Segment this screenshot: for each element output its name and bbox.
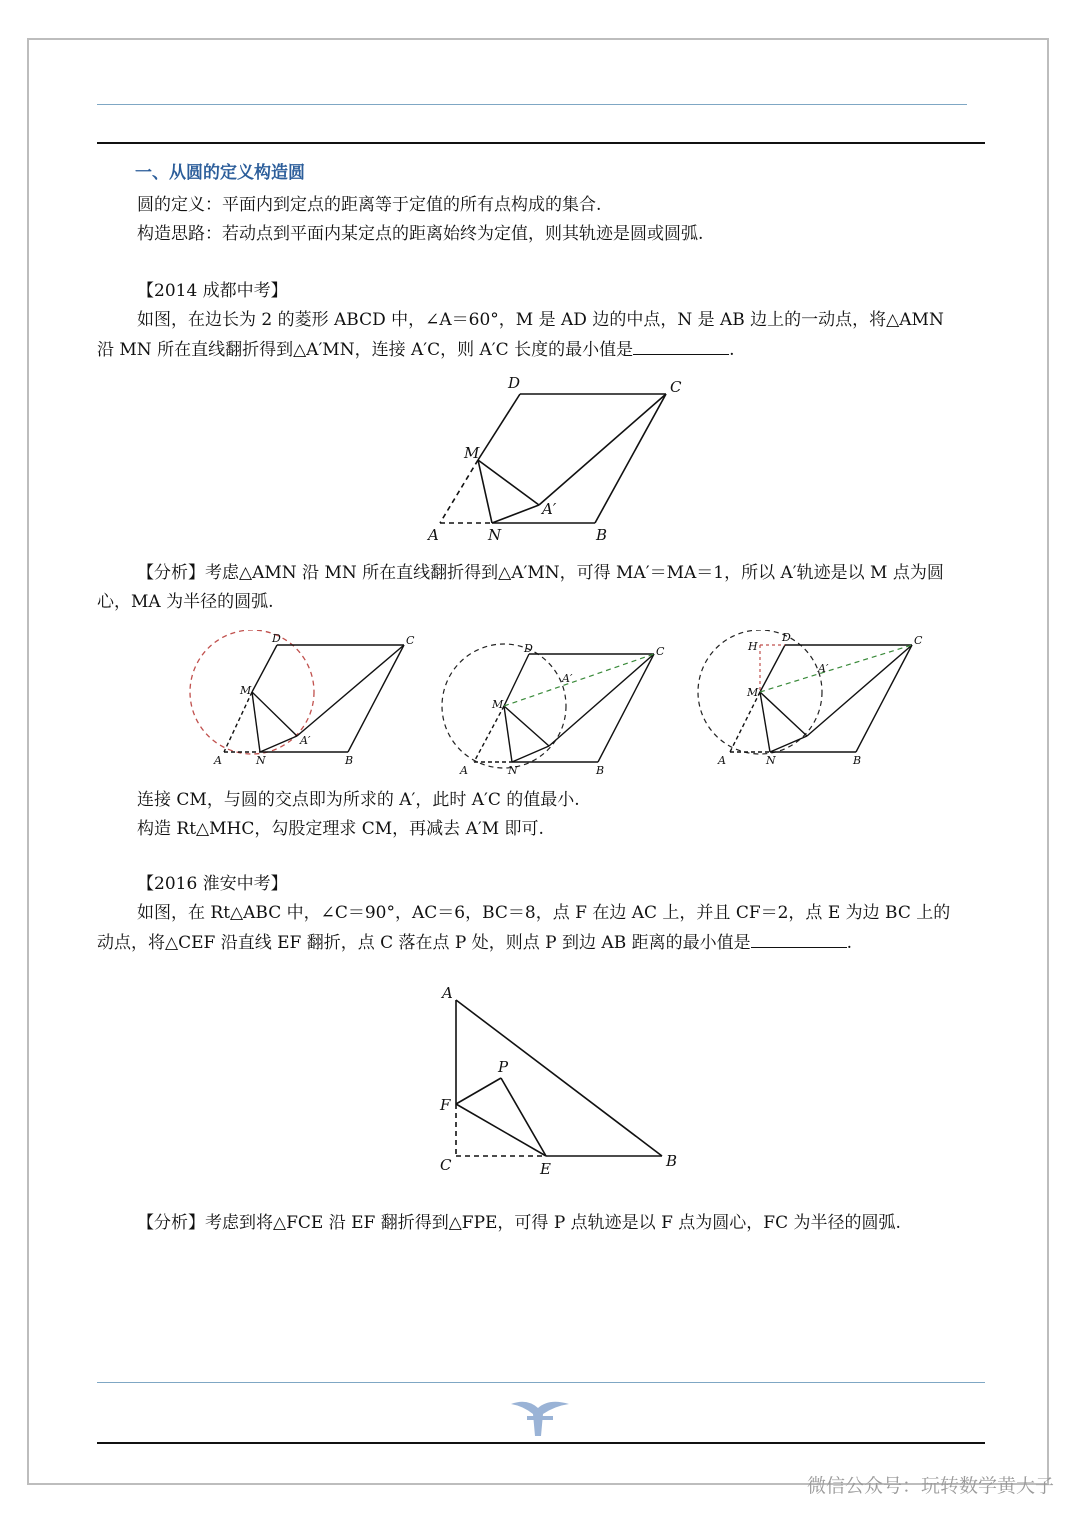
problem1-question: 沿 MN 所在直线翻折得到△A′MN，连接 A′C，则 A′C 长度的最小值是 — [97, 340, 634, 360]
sentence-end: . — [846, 933, 852, 953]
problem2-tag: 【2016 淮安中考】 — [137, 874, 288, 894]
label-D: D — [508, 374, 521, 392]
label-N: N — [766, 754, 776, 767]
label-M: M — [464, 444, 480, 462]
label-M: M — [747, 686, 759, 699]
label-A: A — [428, 526, 439, 544]
figure-right-triangle — [430, 980, 690, 1180]
label-F: F — [440, 1096, 451, 1114]
footer-rule-blue — [97, 1382, 985, 1383]
label-D: D — [524, 642, 533, 655]
label-C: C — [406, 634, 415, 647]
label-D: D — [782, 631, 791, 644]
construction-idea-text: 构造思路：若动点到平面内某定点的距离始终为定值，则其轨迹是圆或圆弧. — [137, 224, 704, 244]
answer-blank — [633, 338, 729, 355]
sentence-end: . — [729, 340, 735, 360]
problem1-conclusion-line2: 构造 Rt△MHC，勾股定理求 CM，再减去 A′M 即可. — [137, 819, 544, 839]
figure-rhombus — [420, 372, 700, 548]
label-B: B — [596, 526, 608, 544]
section-title: 一、从圆的定义构造圆 — [135, 163, 305, 183]
definition-text: 圆的定义：平面内到定点的距离等于定值的所有点构成的集合. — [137, 195, 602, 215]
label-B: B — [596, 764, 605, 777]
label-A: A — [442, 984, 453, 1002]
label-A: A — [214, 754, 222, 767]
label-N: N — [488, 526, 502, 544]
problem1-conclusion-line1: 连接 CM，与圆的交点即为所求的 A′，此时 A′C 的值最小. — [137, 790, 580, 810]
label-A-prime: A′ — [300, 734, 311, 747]
figure-analysis-3 — [690, 630, 940, 770]
label-B: B — [853, 754, 862, 767]
label-P: P — [498, 1058, 509, 1076]
label-N: N — [508, 764, 518, 777]
problem2-analysis: 【分析】考虑到将△FCE 沿 EF 翻折得到△FPE，可得 P 点轨迹是以 F 点为圆心，FC 为半径的圆弧. — [137, 1213, 901, 1233]
label-E: E — [540, 1160, 551, 1178]
problem1-tag: 【2014 成都中考】 — [137, 281, 288, 301]
problem1-text-line2 — [97, 338, 735, 361]
footer-logo-icon — [505, 1396, 575, 1440]
header-rule-blue — [97, 104, 967, 105]
problem1-text-line1: 如图，在边长为 2 的菱形 ABCD 中，∠A＝60°，M 是 AD 边的中点，N 是 AB 边上的一动点，将△AMN — [137, 310, 944, 330]
label-A: A — [460, 764, 468, 777]
footer-rule-black — [97, 1442, 985, 1444]
figure-analysis-2 — [432, 640, 682, 780]
problem2-text-line1: 如图，在 Rt△ABC 中，∠C＝90°，AC＝6，BC＝8，点 F 在边 AC 上，并且 CF＝2，点 E 为边 BC 上的 — [137, 903, 951, 923]
label-A-prime-on-circle: A′ — [562, 672, 573, 685]
problem1-analysis-line1: 【分析】考虑△AMN 沿 MN 所在直线翻折得到△A′MN，可得 MA′＝MA＝1，所以 A′轨迹是以 M 点为圆 — [137, 563, 944, 583]
problem2-text-line2 — [97, 931, 852, 954]
problem1-analysis-line2: 心，MA 为半径的圆弧. — [97, 592, 274, 612]
label-B: B — [345, 754, 354, 767]
label-A: A — [718, 754, 726, 767]
label-C: C — [914, 634, 923, 647]
label-C: C — [656, 645, 665, 658]
header-rule-black — [97, 142, 985, 144]
label-C: C — [440, 1156, 452, 1174]
label-B: B — [666, 1152, 678, 1170]
figure-analysis-1 — [180, 630, 430, 770]
label-M: M — [240, 684, 252, 697]
label-D: D — [272, 632, 281, 645]
label-H: H — [748, 640, 758, 653]
label-A-prime: A′ — [542, 500, 557, 518]
watermark-text: 微信公众号：玩转数学黄大子 — [806, 1475, 1054, 1497]
label-N: N — [256, 754, 266, 767]
label-M: M — [492, 698, 504, 711]
label-C: C — [670, 378, 682, 396]
problem2-question: 动点，将△CEF 沿直线 EF 翻折，点 C 落在点 P 处，则点 P 到边 AB 距离的最小值是 — [97, 933, 751, 953]
answer-blank — [751, 931, 847, 948]
label-A-prime-on-circle: A′ — [818, 662, 829, 675]
